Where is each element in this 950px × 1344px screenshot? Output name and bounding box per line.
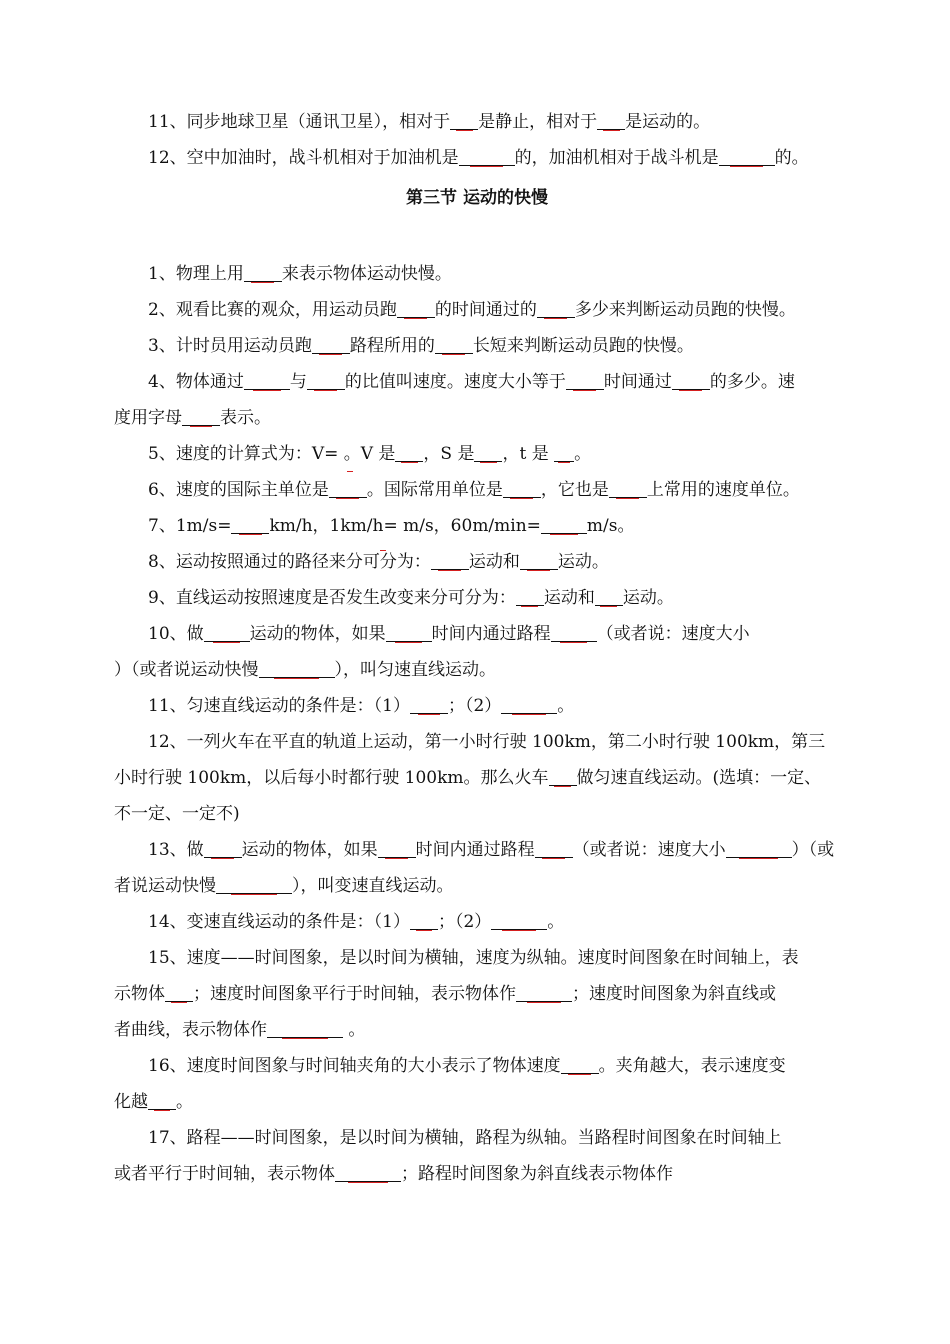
text: 时间内通过路程 (415, 840, 535, 860)
text: 是运动的。 (625, 112, 711, 132)
text: 16、速度时间图象与时间轴夹角的大小表示了物体速度 (148, 1056, 561, 1076)
blank[interactable] (329, 480, 367, 498)
blank[interactable] (335, 1164, 401, 1182)
text: 者曲线，表示物体作 (114, 1020, 267, 1040)
blank[interactable] (397, 300, 435, 318)
question-13-line1 (114, 832, 840, 868)
blank[interactable] (672, 372, 710, 390)
question-15-line2 (114, 976, 840, 1012)
blank[interactable] (503, 480, 541, 498)
text: m/s。 (586, 516, 635, 536)
red-mark (380, 550, 386, 551)
text: 化越 (114, 1092, 148, 1112)
question-4-line2 (114, 400, 840, 436)
blank[interactable] (491, 912, 547, 930)
text: 。 (547, 912, 565, 932)
blank[interactable] (259, 660, 335, 678)
question-11 (114, 688, 840, 724)
text: 11、匀速直线运动的条件是：（1） (148, 696, 410, 716)
blank[interactable] (204, 624, 250, 642)
text: ；（2） (437, 912, 492, 932)
question-15-line1: 15、速度——时间图象，是以时间为横轴，速度为纵轴。速度时间图象在时间轴上，表 (148, 948, 799, 968)
blank[interactable] (551, 624, 597, 642)
text: 3、计时员用运动员跑 (148, 336, 312, 356)
text: ）（或者说运动快慢 (114, 660, 259, 680)
question-10-line2 (114, 652, 840, 688)
question-17-line1: 17、路程——时间图象，是以时间为横轴，路程为纵轴。当路程时间图象在时间轴上 (148, 1128, 782, 1148)
blank[interactable] (474, 444, 502, 462)
blank[interactable] (595, 588, 623, 606)
blank[interactable] (609, 480, 647, 498)
blank[interactable] (726, 840, 792, 858)
text: 4、物体通过 (148, 372, 244, 392)
text: 2、观看比赛的观众，用运动员跑 (148, 300, 397, 320)
question-13-line2 (114, 868, 840, 904)
text: 的多少。速 (709, 372, 795, 392)
text: （或者说：速度大小 (596, 624, 750, 644)
text: 运动和 (543, 588, 595, 608)
blank[interactable] (267, 1020, 343, 1038)
blank[interactable] (431, 552, 469, 570)
blank[interactable] (244, 264, 282, 282)
text: 者说运动快慢 (114, 876, 216, 896)
blank[interactable] (378, 840, 416, 858)
text: 。 (176, 1092, 193, 1112)
blank[interactable] (395, 444, 423, 462)
text: 来表示物体运动快慢。 (281, 264, 452, 284)
text: 时间通过 (603, 372, 672, 392)
text: 的比值叫速度。速度大小等于 (344, 372, 566, 392)
text: ，它也是 (540, 480, 609, 500)
text: 。国际常用单位是 (366, 480, 503, 500)
blank[interactable] (541, 516, 587, 534)
blank[interactable] (410, 696, 448, 714)
text: 与 (289, 372, 307, 392)
question-10-line1 (114, 616, 840, 652)
blank[interactable] (165, 984, 193, 1002)
question-17-line2 (114, 1156, 840, 1192)
blank[interactable] (244, 372, 290, 390)
text: ；路程时间图象为斜直线表示物体作 (401, 1164, 673, 1184)
text: 做匀速直线运动。(选填：一定、 (576, 768, 822, 788)
text: 11、同步地球卫星（通讯卫星），相对于 (148, 112, 451, 132)
text: 的时间通过的 (434, 300, 537, 320)
blank[interactable] (459, 148, 515, 166)
text: 1、物理上用 (148, 264, 244, 284)
blank[interactable] (719, 148, 775, 166)
text: ），叫变速直线运动。 (292, 876, 454, 896)
text: 多少来判断运动员跑的快慢。 (574, 300, 796, 320)
text: ；速度时间图象为斜直线或 (572, 984, 776, 1004)
text: 13、做 (148, 840, 204, 860)
blank[interactable] (501, 696, 557, 714)
text: ），叫匀速直线运动。 (334, 660, 496, 680)
question-16-line2 (114, 1084, 840, 1120)
blank[interactable] (549, 768, 577, 786)
red-mark (347, 471, 353, 472)
blank[interactable] (148, 1092, 176, 1110)
question-11-satellite (114, 104, 840, 140)
question-6 (114, 472, 840, 508)
text: 。 (557, 696, 575, 716)
text: 度用字母 (114, 408, 182, 428)
question-9 (114, 580, 840, 616)
text: 运动的物体，如果 (241, 840, 378, 860)
text: ；速度时间图象平行于时间轴，表示物体作 (193, 984, 516, 1004)
question-5 (114, 436, 840, 472)
text: 。夹角越大，表示速度变 (598, 1056, 786, 1076)
text: 6、速度的国际主单位是 (148, 480, 329, 500)
text: 上常用的速度单位。 (646, 480, 800, 500)
question-12-line2 (114, 760, 840, 796)
text: 14、变速直线运动的条件是：（1） (148, 912, 410, 932)
blank[interactable] (231, 516, 269, 534)
text: 路程所用的 (349, 336, 435, 356)
text: 运动。 (557, 552, 609, 572)
text: 9、直线运动按照速度是否发生改变来分可分为： (148, 588, 516, 608)
text: ）（或 (791, 840, 835, 860)
text: 。 (343, 1020, 366, 1040)
question-12-line1: 12、一列火车在平直的轨道上运动，第一小时行驶 100km，第二小时行驶 100km，第三 (148, 732, 826, 752)
blank[interactable] (386, 624, 432, 642)
blank[interactable] (561, 1056, 599, 1074)
blank[interactable] (516, 588, 544, 606)
text: 运动。 (622, 588, 674, 608)
text: 表示。 (220, 408, 271, 428)
text: 长短来判断运动员跑的快慢。 (472, 336, 694, 356)
text: （或者说：速度大小 (572, 840, 726, 860)
blank[interactable] (435, 336, 473, 354)
question-8 (114, 544, 840, 580)
text: 时间内通过路程 (431, 624, 551, 644)
text: 或者平行于时间轴，表示物体 (114, 1164, 335, 1184)
text: 小时行驶 100km，以后每小时都行驶 100km。那么火车 (114, 768, 549, 788)
text: 运动和 (468, 552, 520, 572)
blank[interactable] (597, 112, 625, 130)
text: 8、运动按照通过的路径来分可分为： (148, 552, 431, 572)
text: 10、做 (148, 624, 204, 644)
blank[interactable] (312, 336, 350, 354)
blank[interactable] (566, 372, 604, 390)
text: 5、速度的计算式为：V= 。V 是 (148, 444, 396, 464)
text: 的。 (774, 148, 809, 168)
text: ，t 是 (502, 444, 555, 464)
blank[interactable] (535, 840, 573, 858)
text: 7、1m/s= (148, 516, 232, 536)
question-12-refuel (114, 140, 840, 176)
text: 示物体 (114, 984, 165, 1004)
question-16-line1 (114, 1048, 840, 1084)
question-14 (114, 904, 840, 940)
text: 是静止，相对于 (478, 112, 598, 132)
text: ；（2） (447, 696, 502, 716)
text: 运动的物体，如果 (249, 624, 386, 644)
section-title: 第三节 运动的快慢 (406, 188, 548, 208)
blank[interactable] (182, 408, 220, 426)
question-2 (114, 292, 840, 328)
blank[interactable] (520, 552, 558, 570)
blank[interactable] (216, 876, 292, 894)
text: km/h，1km/h= m/s，60m/min= (269, 516, 541, 536)
question-1 (114, 256, 840, 292)
question-12-line3: 不一定、一定不) (114, 804, 240, 824)
text: 的，加油机相对于战斗机是 (514, 148, 719, 168)
blank[interactable] (410, 912, 438, 930)
question-4-line1 (114, 364, 840, 400)
question-15-line3 (114, 1012, 840, 1048)
blank[interactable] (554, 444, 574, 462)
text: 12、空中加油时，战斗机相对于加油机是 (148, 148, 459, 168)
blank[interactable] (450, 112, 478, 130)
blank[interactable] (516, 984, 572, 1002)
text: 。 (574, 444, 592, 464)
text: ，S 是 (423, 444, 475, 464)
blank[interactable] (537, 300, 575, 318)
question-3 (114, 328, 840, 364)
blank[interactable] (204, 840, 242, 858)
blank[interactable] (307, 372, 345, 390)
question-7 (114, 508, 840, 544)
